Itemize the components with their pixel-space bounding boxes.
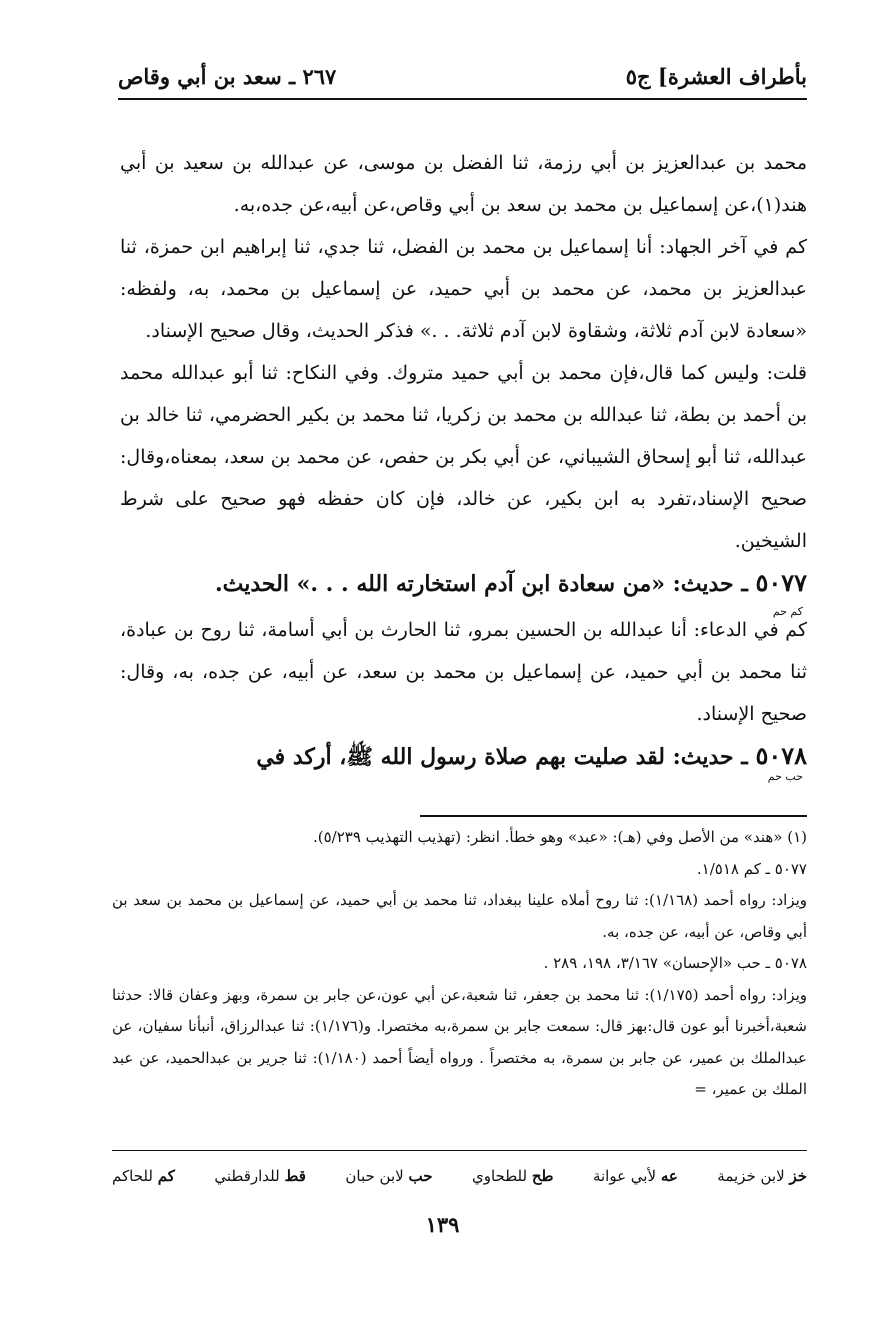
abbr-item: كم للحاكم	[112, 1167, 175, 1185]
footnote-5078: ٥٠٧٨ ـ حب «الإحسان» ٣/١٦٧، ١٩٨، ٢٨٩ .	[543, 954, 807, 972]
hadith-5078-text: ـ حديث: لقد صليت بهم صلاة رسول الله ﷺ، أركد في	[256, 744, 748, 770]
footnote-5077: ٥٠٧٧ ـ كم ١/٥١٨.	[696, 859, 807, 878]
abbreviations-divider	[112, 1150, 807, 1151]
footnotes	[112, 822, 807, 1106]
abbr-item: قط للدارقطني	[214, 1167, 306, 1185]
page-number: ١٣٩	[425, 1212, 460, 1237]
footnote-5078-addition: ويزاد: رواه أحمد (١/١٧٥): ثنا محمد بن جعفر، ثنا شعبة،عن أبي عون،عن جابر بن سمرة، وبهز وعفان قالا: حدثنا شعبة،أخبرنا أبو عون قال:بهز قال: سمعت جابر بن سمرة،به مختصرا. و(١/١٧٦): ثنا عبدالرزاق، أنبأنا سفيان، عن عبدالملك بن عمير، عن جابر بن سمرة، به مختصراً . ورواه أيضاً أحمد (١/١٨٠): ثنا جرير بن عبدالحميد، عن عبد الملك بن عمير، =	[112, 985, 807, 1098]
abbr-item: عه لأبي عوانة	[592, 1167, 678, 1185]
abbr-item: حب لابن حبان	[345, 1167, 433, 1185]
main-text	[120, 142, 807, 782]
hadith-5077-number: ٥٠٧٧	[755, 568, 807, 597]
hadith-5077-heading	[120, 562, 807, 605]
running-header	[118, 58, 807, 94]
paragraph-3: قلت: وليس كما قال،فإن محمد بن أبي حميد متروك. وفي النكاح: ثنا أبو عبدالله محمد بن أحمد بن بطة، ثنا عبدالله بن محمد بن زكريا، ثنا محمد بن بكير الحضرمي، ثنا خالد بن عبدالله، ثنا أبو إسحاق الشيباني، عن أبي بكر بن حفص، عن محمد بن سعد، بمعناه،وقال: صحيح الإسناد،تفرد به ابن بكير، عن خالد، فإن كان حفظه فهو صحيح على شرط الشيخين.	[120, 362, 807, 552]
header-chapter-title: ٢٦٧ ـ سعد بن أبي وقاص	[118, 63, 337, 89]
paragraph-1: محمد بن عبدالعزيز بن أبي رزمة، ثنا الفضل بن موسى، عن عبدالله بن سعيد بن أبي هند(١)،عن إسماعيل بن محمد بن سعد بن أبي وقاص،عن أبيه،عن جده،به.	[120, 152, 807, 216]
abbr-item: خز لابن خزيمة	[717, 1167, 807, 1185]
abbreviations-key	[112, 1160, 807, 1192]
hadith-5077-text: ـ حديث: «من سعادة ابن آدم استخارته الله . . .» الحديث.	[215, 571, 748, 597]
hadith-5077-source-marker: كم حم	[772, 605, 803, 618]
hadith-5078-number: ٥٠٧٨	[755, 741, 807, 770]
footnote-divider	[420, 815, 807, 817]
footnote-1: (١) «هند» من الأصل وفي (هـ): «عبد» وهو خطأ. انظر: (تهذيب التهذيب ٥/٢٣٩).	[313, 828, 807, 846]
paragraph-4: كم في الدعاء: أنا عبدالله بن الحسين بمرو، ثنا الحارث بن أبي أسامة، ثنا روح بن عبادة، ثنا محمد بن أبي حميد، عن إسماعيل بن محمد بن سعد، عن أبيه، عن جده، به، وقال: صحيح الإسناد.	[120, 619, 807, 725]
footnote-5077-addition: ويزاد: رواه أحمد (١/١٦٨): ثنا روح أملاه علينا ببغداد، ثنا محمد بن أبي حميد، عن إسماعيل بن محمد بن سعد بن أبي وقاص، عن أبيه، عن جده، به.	[112, 891, 807, 941]
header-book-title: بأطراف العشرة] ج٥	[625, 63, 807, 89]
paragraph-2: كم في آخر الجهاد: أنا إسماعيل بن محمد بن الفضل، ثنا جدي، ثنا إبراهيم ابن حمزة، ثنا عبدالعزيز بن محمد، عن محمد بن أبي حميد، عن إسماعيل بن محمد، به، ولفظه: «سعادة لابن آدم ثلاثة، وشقاوة لابن آدم ثلاثة. . .» فذكر الحديث، وقال صحيح الإسناد.	[120, 236, 807, 342]
hadith-5078-source-marker: حب حم	[767, 770, 803, 783]
abbr-item: طح للطحاوي	[471, 1167, 554, 1185]
header-divider	[118, 98, 807, 100]
